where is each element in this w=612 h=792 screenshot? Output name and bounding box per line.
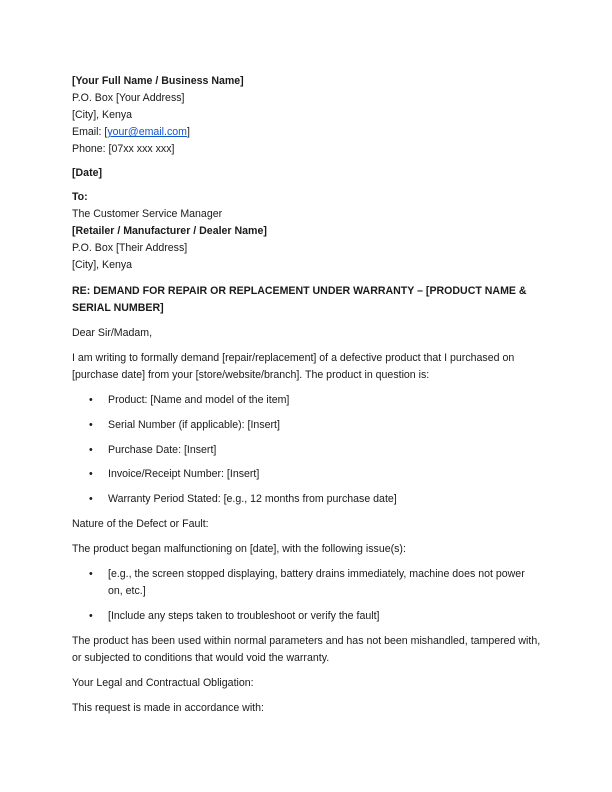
sender-email	[72, 124, 542, 141]
letter-subject: RE: DEMAND FOR REPAIR OR REPLACEMENT UNDER WARRANTY – [PRODUCT NAME & SERIAL NUMBER]	[72, 285, 527, 314]
list-item-text: [Include any steps taken to troubleshoot or verify the fault]	[108, 609, 380, 622]
recipient-to-label: To:	[72, 191, 88, 203]
defect-details-list	[72, 566, 542, 625]
list-item-text: Warranty Period Stated: [e.g., 12 months from purchase date]	[108, 493, 397, 506]
bullet-icon: •	[89, 418, 93, 431]
list-item	[72, 417, 542, 434]
sender-po-box: P.O. Box [Your Address]	[72, 92, 185, 104]
list-item-text: Invoice/Receipt Number: [Insert]	[108, 468, 260, 481]
bullet-icon: •	[89, 443, 93, 456]
list-item	[72, 442, 542, 459]
letter-date: [Date]	[72, 167, 103, 179]
recipient-title: The Customer Service Manager	[72, 208, 223, 220]
sender-email-link[interactable]: your@email.com	[107, 126, 187, 138]
list-item-text: Product: [Name and model of the item]	[108, 394, 290, 406]
list-item	[72, 566, 542, 600]
sender-phone: Phone: [07xx xxx xxx]	[72, 143, 175, 155]
recipient-name: [Retailer / Manufacturer / Dealer Name]	[72, 225, 267, 237]
usage-statement: The product has been used within normal parameters and has not been mishandled, tampered with, or subjected to conditions that would void the warranty.	[72, 634, 541, 664]
list-item	[72, 466, 542, 483]
letter-page	[72, 73, 542, 725]
list-item-text: [e.g., the screen stopped displaying, battery drains immediately, machine does not power on, etc.]	[108, 567, 525, 597]
bullet-icon: •	[89, 609, 93, 622]
defect-heading: Nature of the Defect or Fault:	[72, 517, 209, 530]
list-item-text: Serial Number (if applicable): [Insert]	[108, 418, 280, 431]
bullet-icon: •	[89, 468, 93, 481]
intro-paragraph: I am writing to formally demand [repair/replacement] of a defective product that I purchased on [purchase date] from your [store/website/branch]. The product in question is:	[72, 352, 515, 381]
sender-email-close: ]	[186, 126, 190, 138]
sender-city: [City], Kenya	[72, 109, 133, 121]
bullet-icon: •	[89, 567, 93, 580]
list-item	[72, 392, 542, 409]
sender-name: [Your Full Name / Business Name]	[72, 75, 244, 87]
bullet-icon: •	[89, 394, 93, 406]
list-item	[72, 608, 542, 625]
recipient-po-box: P.O. Box [Their Address]	[72, 242, 188, 254]
list-item	[72, 491, 542, 508]
sender-email-label: Email: [	[72, 126, 108, 138]
salutation: Dear Sir/Madam,	[72, 327, 153, 339]
defect-intro: The product began malfunctioning on [date], with the following issue(s):	[72, 542, 406, 555]
obligation-intro: This request is made in accordance with:	[72, 701, 264, 714]
bullet-icon: •	[89, 493, 93, 506]
obligation-heading: Your Legal and Contractual Obligation:	[72, 676, 254, 689]
recipient-city: [City], Kenya	[72, 259, 133, 271]
product-details-list	[72, 392, 542, 508]
list-item-text: Purchase Date: [Insert]	[108, 443, 217, 456]
